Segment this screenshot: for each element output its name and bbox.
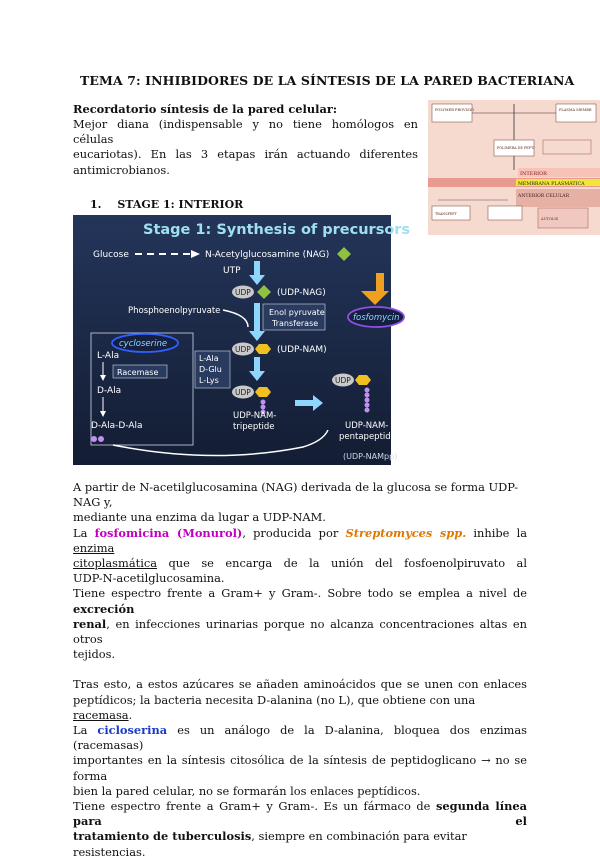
udp-label-1: UDP [235,288,251,297]
text-la-2: La [73,723,98,738]
diagram-title: Stage 1: Synthesis of precursors [143,222,411,238]
udp-nam-label: (UDP-NAM) [277,345,327,355]
stage-heading [90,197,243,212]
d-ala-d-ala-label: D-Ala-D-Ala [91,421,143,431]
line-j [73,723,527,753]
renal-term: renal [73,616,107,631]
cycloserine-label: cycloserine [119,339,168,349]
text-dot: . [128,707,133,722]
aa-d-glu: D-Glu [199,365,222,374]
body-text [73,480,527,860]
text-inhibe: inhibe la [466,525,528,540]
aa-l-ala: L-Ala [199,354,219,363]
l-ala-label: L-Ala [97,351,120,361]
tuberculosis-term: tratamiento de tuberculosis [73,829,252,844]
line-d: UDP-N-acetilglucosamina. [73,571,225,586]
udp-label-4: UDP [335,376,351,385]
cell-wall-overview-figure [428,100,600,235]
overview-figure-svg [428,100,600,235]
stage1-diagram-svg [73,215,411,465]
line-a2: mediante una enzima da lugar a UDP-NAM. [73,510,326,525]
text-producida: , producida por [242,525,346,540]
racemase-label: Racemase [117,368,159,377]
cicloserina-term: cicloserina [97,723,168,738]
excrecion-term: excreción [73,601,135,616]
enol-label-2: Transferase [272,319,319,328]
line-n [73,829,527,859]
udp-label-2: UDP [235,345,251,354]
overview-label-1: POLYMER PROVISIÓ [435,108,474,112]
udp-nampp-label: (UDP-NAMpp) [343,452,398,461]
tripeptide-label-2: tripeptide [233,422,275,432]
overview-label-8: AUTOLIS [541,217,559,221]
pep-label: Phosphoenolpyruvate [128,306,221,316]
intro-line-2: eucariotas). En las 3 etapas irán actuando diferentes [73,147,418,162]
udp-label-3: UDP [235,388,251,397]
glucose-label: Glucose [93,250,129,260]
stage-label: STAGE 1: INTERIOR [117,198,244,211]
intro-line-1: Mejor diana (indispensable y no tiene homólogos en células [73,117,418,147]
text-analogo: es un análogo de la D-alanina, bloquea dos enzimas (racemasas) [73,723,527,753]
overview-label-2: PLASMA MEMBR [559,108,592,112]
fosfomicina-term: fosfomicina (Monurol) [94,525,243,540]
d-ala-label: D-Ala [97,386,122,396]
line-e [73,586,527,616]
overview-label-exterior: ANTERIOR CELULAR [518,194,570,199]
nag-label: N-Acetylglucosamine (NAG) [205,250,330,260]
text-peptidicos: peptídicos; la bacteria necesita D-alanina (no L), que obtiene con una [73,692,476,707]
enol-label-1: Enol pyruvate [269,308,325,317]
line-k: importantes en la síntesis citosólica de la síntesis de peptidoglicano → no se forma [73,753,527,783]
tripeptide-label-1: UDP-NAM- [233,411,277,421]
line-i [73,693,527,723]
citoplasmatica-term: citoplasmática [73,556,158,571]
stage-number: 1. [90,198,102,211]
pentapeptide-label-2: pentapeptide [339,432,396,442]
intro-line-3: antimicrobianos. [73,162,170,177]
streptomyces-term: Streptomyces spp. [345,525,467,540]
line-h: Tras esto, a estos azúcares se añaden aminoácidos que se unen con enlaces [73,677,527,692]
utp-label: UTP [223,266,241,276]
aa-l-lys: L-Lys [199,376,219,385]
text-espectro: Tiene espectro frente a Gram+ y Gram-. Sobre todo se emplea a nivel de [73,586,527,601]
line-l: bien la pared celular, no se formarán los enlaces peptídicos. [73,783,421,798]
line-c [73,556,527,571]
intro-paragraph [73,117,418,178]
text-espectro-2: Tiene espectro frente a Gram+ y Gram-. Es un fármaco de [73,799,436,814]
text-infecciones: , en infecciones urinarias porque no alcanza concentraciones altas en otros [73,616,527,647]
text-encarga: que se encarga de la unión del fosfoenolpiruvato al [157,556,527,571]
page-title: TEMA 7: INHIBIDORES DE LA SÍNTESIS DE LA PARED BACTERIANA [80,73,575,88]
segunda-linea-term: segunda línea para el [73,799,528,829]
overview-label-7: TRANSPEPT [435,212,457,216]
racemasa-term: racemasa [73,707,129,722]
line-a1: A partir de N-acetilglucosamina (NAG) derivada de la glucosa se forma UDP-NAG y, [73,480,519,510]
udp-nag-label: (UDP-NAG) [277,288,326,298]
overview-label-3: POLIMERA DE PEPTI [497,146,535,150]
line-g: tejidos. [73,647,116,662]
text-la: La [73,525,95,540]
intro-heading: Recordatorio síntesis de la pared celular: [73,102,338,116]
enzima-term: enzima [73,540,115,555]
line-b [73,526,527,556]
text-combinacion: , siempre en combinación para evitar resistencias. [73,829,467,859]
line-m [73,799,527,829]
line-f [73,617,527,647]
overview-label-membrane: MEMBRANA PLASMÁTICA [518,182,585,187]
stage1-synthesis-diagram [73,215,411,465]
overview-label-interior: INTERIOR [520,171,547,177]
pentapeptide-label-1: UDP-NAM- [345,421,389,431]
fosfomycin-label: fosfomycin [353,313,400,323]
